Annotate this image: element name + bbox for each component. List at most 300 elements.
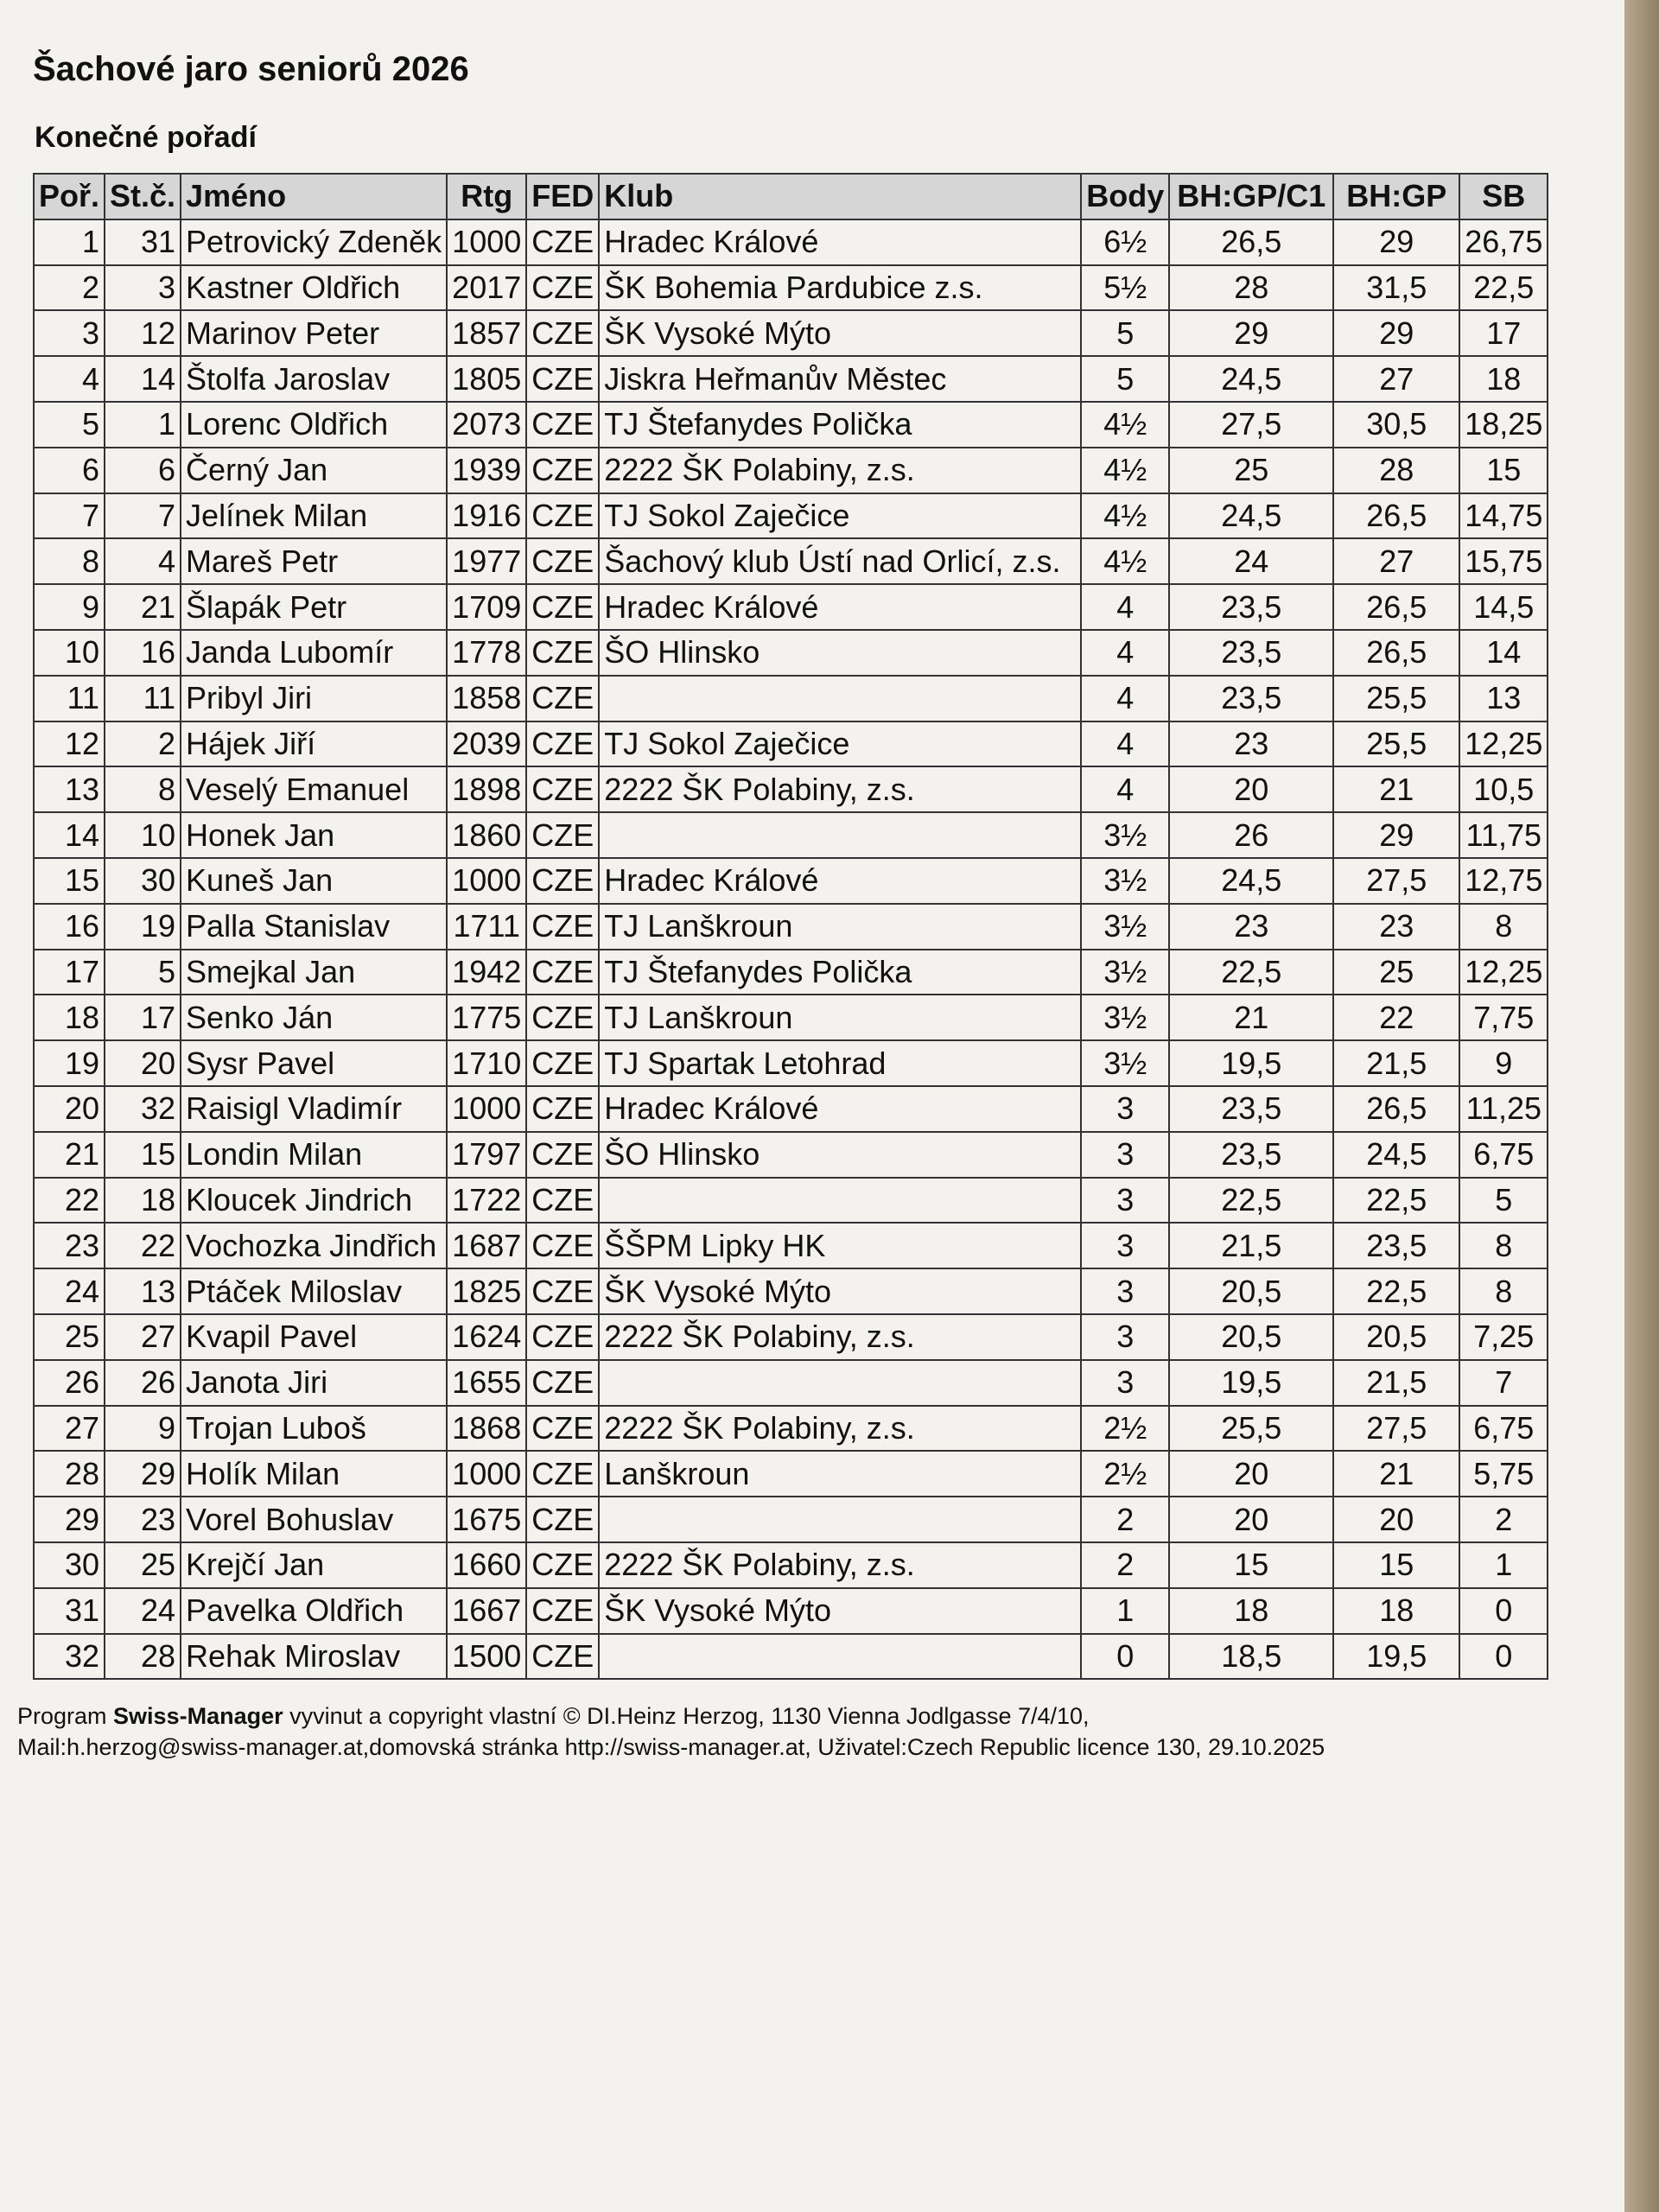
cell-bh-gp-c1: 20,5 bbox=[1169, 1268, 1333, 1314]
cell-fed: CZE bbox=[526, 584, 599, 630]
cell-sb: 9 bbox=[1459, 1040, 1548, 1086]
cell-start-no: 23 bbox=[105, 1497, 181, 1542]
table-row bbox=[34, 1132, 1548, 1178]
cell-bh-gp-c1: 20 bbox=[1169, 766, 1333, 812]
cell-sb: 1 bbox=[1459, 1542, 1548, 1588]
cell-bh-gp: 29 bbox=[1333, 219, 1459, 265]
table-surface bbox=[1624, 0, 1659, 2212]
cell-rank: 6 bbox=[34, 448, 105, 493]
cell-rating: 1000 bbox=[447, 219, 526, 265]
table-row bbox=[34, 1223, 1548, 1268]
cell-points: 3 bbox=[1081, 1132, 1169, 1178]
cell-club: TJ Sokol Zaječice bbox=[599, 493, 1081, 539]
cell-bh-gp: 25,5 bbox=[1333, 676, 1459, 721]
cell-start-no: 24 bbox=[105, 1588, 181, 1634]
cell-bh-gp: 27,5 bbox=[1333, 1406, 1459, 1452]
cell-sb: 7,75 bbox=[1459, 995, 1548, 1040]
cell-name: Kuneš Jan bbox=[181, 858, 447, 904]
cell-sb: 6,75 bbox=[1459, 1132, 1548, 1178]
table-row bbox=[34, 995, 1548, 1040]
cell-fed: CZE bbox=[526, 1086, 599, 1132]
cell-name: Smejkal Jan bbox=[181, 950, 447, 995]
cell-sb: 11,25 bbox=[1459, 1086, 1548, 1132]
table-row bbox=[34, 858, 1548, 904]
cell-fed: CZE bbox=[526, 1268, 599, 1314]
page-subtitle: Konečné pořadí bbox=[35, 121, 257, 154]
cell-sb: 12,25 bbox=[1459, 950, 1548, 995]
cell-sb: 14 bbox=[1459, 630, 1548, 676]
cell-sb: 14,75 bbox=[1459, 493, 1548, 539]
col-header-sb: SB bbox=[1459, 174, 1548, 219]
cell-rank: 31 bbox=[34, 1588, 105, 1634]
cell-bh-gp-c1: 23 bbox=[1169, 904, 1333, 950]
cell-points: 3 bbox=[1081, 1223, 1169, 1268]
cell-bh-gp: 27 bbox=[1333, 356, 1459, 402]
cell-rating: 1916 bbox=[447, 493, 526, 539]
cell-rank: 3 bbox=[34, 310, 105, 356]
cell-fed: CZE bbox=[526, 219, 599, 265]
cell-rank: 13 bbox=[34, 766, 105, 812]
cell-name: Mareš Petr bbox=[181, 538, 447, 584]
cell-rank: 28 bbox=[34, 1451, 105, 1497]
cell-fed: CZE bbox=[526, 1132, 599, 1178]
table-row bbox=[34, 950, 1548, 995]
cell-rating: 1857 bbox=[447, 310, 526, 356]
cell-sb: 15 bbox=[1459, 448, 1548, 493]
cell-bh-gp: 25 bbox=[1333, 950, 1459, 995]
cell-name: Sysr Pavel bbox=[181, 1040, 447, 1086]
cell-start-no: 28 bbox=[105, 1634, 181, 1680]
cell-rating: 1898 bbox=[447, 766, 526, 812]
cell-points: 3½ bbox=[1081, 858, 1169, 904]
cell-club: 2222 ŠK Polabiny, z.s. bbox=[599, 1542, 1081, 1588]
cell-club bbox=[599, 812, 1081, 858]
cell-fed: CZE bbox=[526, 904, 599, 950]
cell-fed: CZE bbox=[526, 858, 599, 904]
cell-bh-gp-c1: 23,5 bbox=[1169, 584, 1333, 630]
cell-rating: 1805 bbox=[447, 356, 526, 402]
cell-sb: 5 bbox=[1459, 1178, 1548, 1224]
cell-bh-gp-c1: 25 bbox=[1169, 448, 1333, 493]
cell-bh-gp: 18 bbox=[1333, 1588, 1459, 1634]
cell-points: 0 bbox=[1081, 1634, 1169, 1680]
cell-bh-gp: 23 bbox=[1333, 904, 1459, 950]
cell-fed: CZE bbox=[526, 1451, 599, 1497]
cell-points: 3½ bbox=[1081, 812, 1169, 858]
cell-points: 3 bbox=[1081, 1268, 1169, 1314]
cell-rating: 1868 bbox=[447, 1406, 526, 1452]
cell-rating: 2039 bbox=[447, 721, 526, 767]
cell-fed: CZE bbox=[526, 448, 599, 493]
cell-rank: 16 bbox=[34, 904, 105, 950]
cell-bh-gp-c1: 23,5 bbox=[1169, 1086, 1333, 1132]
cell-bh-gp: 26,5 bbox=[1333, 584, 1459, 630]
cell-rating: 1687 bbox=[447, 1223, 526, 1268]
cell-points: 5 bbox=[1081, 356, 1169, 402]
cell-sb: 5,75 bbox=[1459, 1451, 1548, 1497]
cell-fed: CZE bbox=[526, 1178, 599, 1224]
cell-bh-gp: 22,5 bbox=[1333, 1268, 1459, 1314]
cell-name: Vorel Bohuslav bbox=[181, 1497, 447, 1542]
cell-points: 2½ bbox=[1081, 1406, 1169, 1452]
cell-start-no: 25 bbox=[105, 1542, 181, 1588]
cell-bh-gp-c1: 25,5 bbox=[1169, 1406, 1333, 1452]
cell-rating: 1624 bbox=[447, 1314, 526, 1360]
cell-bh-gp-c1: 20 bbox=[1169, 1451, 1333, 1497]
cell-rank: 14 bbox=[34, 812, 105, 858]
cell-rank: 26 bbox=[34, 1360, 105, 1406]
cell-points: 3 bbox=[1081, 1086, 1169, 1132]
cell-bh-gp: 20,5 bbox=[1333, 1314, 1459, 1360]
cell-fed: CZE bbox=[526, 356, 599, 402]
cell-club: 2222 ŠK Polabiny, z.s. bbox=[599, 1406, 1081, 1452]
cell-rank: 21 bbox=[34, 1132, 105, 1178]
cell-club: Jiskra Heřmanův Městec bbox=[599, 356, 1081, 402]
cell-club: ŠO Hlinsko bbox=[599, 630, 1081, 676]
cell-bh-gp: 28 bbox=[1333, 448, 1459, 493]
cell-points: 3½ bbox=[1081, 950, 1169, 995]
table-row bbox=[34, 310, 1548, 356]
cell-points: 1 bbox=[1081, 1588, 1169, 1634]
cell-start-no: 26 bbox=[105, 1360, 181, 1406]
cell-name: Krejčí Jan bbox=[181, 1542, 447, 1588]
cell-bh-gp: 30,5 bbox=[1333, 402, 1459, 448]
cell-bh-gp-c1: 21,5 bbox=[1169, 1223, 1333, 1268]
cell-points: 5½ bbox=[1081, 265, 1169, 311]
cell-fed: CZE bbox=[526, 995, 599, 1040]
cell-sb: 12,75 bbox=[1459, 858, 1548, 904]
cell-start-no: 3 bbox=[105, 265, 181, 311]
cell-bh-gp-c1: 20,5 bbox=[1169, 1314, 1333, 1360]
cell-bh-gp-c1: 23,5 bbox=[1169, 630, 1333, 676]
table-row bbox=[34, 721, 1548, 767]
cell-name: Jelínek Milan bbox=[181, 493, 447, 539]
cell-rank: 15 bbox=[34, 858, 105, 904]
cell-club: TJ Štefanydes Polička bbox=[599, 402, 1081, 448]
cell-bh-gp-c1: 18,5 bbox=[1169, 1634, 1333, 1680]
cell-start-no: 29 bbox=[105, 1451, 181, 1497]
cell-start-no: 4 bbox=[105, 538, 181, 584]
table-row bbox=[34, 630, 1548, 676]
cell-start-no: 13 bbox=[105, 1268, 181, 1314]
cell-start-no: 5 bbox=[105, 950, 181, 995]
cell-points: 4 bbox=[1081, 766, 1169, 812]
standings-table bbox=[33, 173, 1548, 1680]
cell-name: Raisigl Vladimír bbox=[181, 1086, 447, 1132]
cell-rating: 1667 bbox=[447, 1588, 526, 1634]
cell-name: Palla Stanislav bbox=[181, 904, 447, 950]
cell-rating: 1775 bbox=[447, 995, 526, 1040]
cell-rating: 2073 bbox=[447, 402, 526, 448]
cell-bh-gp: 21 bbox=[1333, 1451, 1459, 1497]
cell-name: Vochozka Jindřich bbox=[181, 1223, 447, 1268]
cell-bh-gp: 26,5 bbox=[1333, 493, 1459, 539]
cell-bh-gp-c1: 29 bbox=[1169, 310, 1333, 356]
cell-club: TJ Sokol Zaječice bbox=[599, 721, 1081, 767]
cell-rating: 1710 bbox=[447, 1040, 526, 1086]
cell-start-no: 22 bbox=[105, 1223, 181, 1268]
cell-bh-gp-c1: 22,5 bbox=[1169, 950, 1333, 995]
cell-fed: CZE bbox=[526, 1634, 599, 1680]
cell-bh-gp-c1: 22,5 bbox=[1169, 1178, 1333, 1224]
cell-bh-gp-c1: 26 bbox=[1169, 812, 1333, 858]
cell-rating: 1711 bbox=[447, 904, 526, 950]
cell-rating: 1939 bbox=[447, 448, 526, 493]
col-header-bh-gp-c1: BH:GP/C1 bbox=[1169, 174, 1333, 219]
table-row bbox=[34, 1497, 1548, 1542]
cell-fed: CZE bbox=[526, 676, 599, 721]
cell-club: TJ Lanškroun bbox=[599, 995, 1081, 1040]
cell-club: ŠK Vysoké Mýto bbox=[599, 310, 1081, 356]
cell-points: 2 bbox=[1081, 1497, 1169, 1542]
cell-bh-gp: 25,5 bbox=[1333, 721, 1459, 767]
cell-bh-gp-c1: 27,5 bbox=[1169, 402, 1333, 448]
cell-rating: 1000 bbox=[447, 1451, 526, 1497]
cell-start-no: 14 bbox=[105, 356, 181, 402]
cell-points: 4 bbox=[1081, 630, 1169, 676]
cell-sb: 12,25 bbox=[1459, 721, 1548, 767]
footer-credits bbox=[17, 1700, 1624, 1764]
cell-rank: 24 bbox=[34, 1268, 105, 1314]
cell-fed: CZE bbox=[526, 1497, 599, 1542]
cell-points: 5 bbox=[1081, 310, 1169, 356]
cell-start-no: 2 bbox=[105, 721, 181, 767]
cell-rating: 1000 bbox=[447, 1086, 526, 1132]
cell-name: Kastner Oldřich bbox=[181, 265, 447, 311]
cell-points: 3 bbox=[1081, 1178, 1169, 1224]
footer-line-1 bbox=[17, 1700, 1624, 1732]
table-row bbox=[34, 219, 1548, 265]
cell-points: 3 bbox=[1081, 1314, 1169, 1360]
cell-bh-gp-c1: 24,5 bbox=[1169, 356, 1333, 402]
cell-points: 4½ bbox=[1081, 493, 1169, 539]
cell-club bbox=[599, 1497, 1081, 1542]
cell-points: 2½ bbox=[1081, 1451, 1169, 1497]
table-row bbox=[34, 265, 1548, 311]
table-row bbox=[34, 766, 1548, 812]
cell-sb: 7,25 bbox=[1459, 1314, 1548, 1360]
cell-bh-gp: 24,5 bbox=[1333, 1132, 1459, 1178]
cell-start-no: 17 bbox=[105, 995, 181, 1040]
cell-name: Hájek Jiří bbox=[181, 721, 447, 767]
cell-rating: 1858 bbox=[447, 676, 526, 721]
cell-rank: 17 bbox=[34, 950, 105, 995]
cell-sb: 6,75 bbox=[1459, 1406, 1548, 1452]
cell-name: Pribyl Jiri bbox=[181, 676, 447, 721]
cell-fed: CZE bbox=[526, 721, 599, 767]
cell-fed: CZE bbox=[526, 1588, 599, 1634]
cell-name: Šlapák Petr bbox=[181, 584, 447, 630]
cell-start-no: 1 bbox=[105, 402, 181, 448]
cell-sb: 0 bbox=[1459, 1634, 1548, 1680]
cell-club: ŠK Vysoké Mýto bbox=[599, 1588, 1081, 1634]
cell-bh-gp-c1: 24 bbox=[1169, 538, 1333, 584]
cell-rating: 1942 bbox=[447, 950, 526, 995]
cell-sb: 18 bbox=[1459, 356, 1548, 402]
cell-fed: CZE bbox=[526, 630, 599, 676]
cell-rating: 1500 bbox=[447, 1634, 526, 1680]
cell-start-no: 18 bbox=[105, 1178, 181, 1224]
col-header-points: Body bbox=[1081, 174, 1169, 219]
cell-club: ŠŠPM Lipky HK bbox=[599, 1223, 1081, 1268]
cell-bh-gp-c1: 26,5 bbox=[1169, 219, 1333, 265]
cell-bh-gp-c1: 15 bbox=[1169, 1542, 1333, 1588]
table-row bbox=[34, 1451, 1548, 1497]
cell-rating: 1860 bbox=[447, 812, 526, 858]
table-row bbox=[34, 1086, 1548, 1132]
cell-rating: 1825 bbox=[447, 1268, 526, 1314]
cell-rating: 1655 bbox=[447, 1360, 526, 1406]
table-row bbox=[34, 448, 1548, 493]
table-row bbox=[34, 1314, 1548, 1360]
cell-fed: CZE bbox=[526, 766, 599, 812]
cell-sb: 8 bbox=[1459, 1223, 1548, 1268]
cell-start-no: 19 bbox=[105, 904, 181, 950]
table-row bbox=[34, 812, 1548, 858]
cell-club: TJ Spartak Letohrad bbox=[599, 1040, 1081, 1086]
cell-bh-gp-c1: 24,5 bbox=[1169, 858, 1333, 904]
cell-bh-gp: 15 bbox=[1333, 1542, 1459, 1588]
cell-rank: 25 bbox=[34, 1314, 105, 1360]
cell-sb: 8 bbox=[1459, 1268, 1548, 1314]
cell-fed: CZE bbox=[526, 1223, 599, 1268]
cell-name: Veselý Emanuel bbox=[181, 766, 447, 812]
cell-bh-gp-c1: 21 bbox=[1169, 995, 1333, 1040]
table-row bbox=[34, 402, 1548, 448]
cell-rank: 32 bbox=[34, 1634, 105, 1680]
col-header-bh-gp: BH:GP bbox=[1333, 174, 1459, 219]
cell-club: Hradec Králové bbox=[599, 584, 1081, 630]
cell-name: Černý Jan bbox=[181, 448, 447, 493]
cell-club: ŠK Vysoké Mýto bbox=[599, 1268, 1081, 1314]
cell-name: Marinov Peter bbox=[181, 310, 447, 356]
cell-sb: 0 bbox=[1459, 1588, 1548, 1634]
col-header-rating: Rtg bbox=[447, 174, 526, 219]
cell-points: 2 bbox=[1081, 1542, 1169, 1588]
cell-rank: 22 bbox=[34, 1178, 105, 1224]
cell-bh-gp-c1: 20 bbox=[1169, 1497, 1333, 1542]
cell-start-no: 31 bbox=[105, 219, 181, 265]
table-row bbox=[34, 1588, 1548, 1634]
cell-start-no: 32 bbox=[105, 1086, 181, 1132]
cell-fed: CZE bbox=[526, 1542, 599, 1588]
cell-name: Holík Milan bbox=[181, 1451, 447, 1497]
cell-club: TJ Lanškroun bbox=[599, 904, 1081, 950]
cell-club: TJ Štefanydes Polička bbox=[599, 950, 1081, 995]
cell-bh-gp-c1: 19,5 bbox=[1169, 1360, 1333, 1406]
cell-start-no: 12 bbox=[105, 310, 181, 356]
cell-club: Hradec Králové bbox=[599, 1086, 1081, 1132]
cell-points: 4 bbox=[1081, 584, 1169, 630]
cell-sb: 11,75 bbox=[1459, 812, 1548, 858]
cell-name: Petrovický Zdeněk bbox=[181, 219, 447, 265]
cell-name: Pavelka Oldřich bbox=[181, 1588, 447, 1634]
cell-name: Honek Jan bbox=[181, 812, 447, 858]
col-header-fed: FED bbox=[526, 174, 599, 219]
cell-start-no: 27 bbox=[105, 1314, 181, 1360]
cell-sb: 14,5 bbox=[1459, 584, 1548, 630]
cell-rank: 2 bbox=[34, 265, 105, 311]
cell-rank: 18 bbox=[34, 995, 105, 1040]
footer-copyright: vyvinut a copyright vlastní © DI.Heinz Herzog, 1130 Vienna Jodlgasse 7/4/10, bbox=[289, 1703, 1090, 1729]
cell-points: 4½ bbox=[1081, 402, 1169, 448]
cell-bh-gp: 29 bbox=[1333, 310, 1459, 356]
cell-sb: 7 bbox=[1459, 1360, 1548, 1406]
cell-start-no: 15 bbox=[105, 1132, 181, 1178]
cell-rank: 19 bbox=[34, 1040, 105, 1086]
cell-club: Hradec Králové bbox=[599, 219, 1081, 265]
cell-bh-gp: 22,5 bbox=[1333, 1178, 1459, 1224]
cell-club bbox=[599, 676, 1081, 721]
table-row bbox=[34, 1406, 1548, 1452]
cell-rank: 9 bbox=[34, 584, 105, 630]
table-row bbox=[34, 1634, 1548, 1680]
cell-start-no: 16 bbox=[105, 630, 181, 676]
cell-rank: 12 bbox=[34, 721, 105, 767]
cell-fed: CZE bbox=[526, 493, 599, 539]
cell-club: Šachový klub Ústí nad Orlicí, z.s. bbox=[599, 538, 1081, 584]
table-header-row bbox=[34, 174, 1548, 219]
col-header-rank: Poř. bbox=[34, 174, 105, 219]
cell-rating: 1660 bbox=[447, 1542, 526, 1588]
cell-rank: 7 bbox=[34, 493, 105, 539]
cell-bh-gp: 26,5 bbox=[1333, 1086, 1459, 1132]
table-row bbox=[34, 493, 1548, 539]
cell-rating: 1000 bbox=[447, 858, 526, 904]
cell-sb: 18,25 bbox=[1459, 402, 1548, 448]
table-row bbox=[34, 538, 1548, 584]
cell-points: 3 bbox=[1081, 1360, 1169, 1406]
cell-fed: CZE bbox=[526, 265, 599, 311]
footer-line-2: Mail:h.herzog@swiss-manager.at,domovská stránka http://swiss-manager.at, Uživatel:Czech Republic licence 130, 29.10.2025 bbox=[17, 1734, 1325, 1761]
cell-rating: 2017 bbox=[447, 265, 526, 311]
table-row bbox=[34, 904, 1548, 950]
cell-club: 2222 ŠK Polabiny, z.s. bbox=[599, 1314, 1081, 1360]
cell-start-no: 10 bbox=[105, 812, 181, 858]
cell-sb: 17 bbox=[1459, 310, 1548, 356]
cell-name: Senko Ján bbox=[181, 995, 447, 1040]
cell-points: 3½ bbox=[1081, 995, 1169, 1040]
col-header-name: Jméno bbox=[181, 174, 447, 219]
cell-bh-gp-c1: 23,5 bbox=[1169, 676, 1333, 721]
cell-rank: 5 bbox=[34, 402, 105, 448]
col-header-start-no: St.č. bbox=[105, 174, 181, 219]
table-row bbox=[34, 1040, 1548, 1086]
table-row bbox=[34, 1178, 1548, 1224]
cell-bh-gp: 20 bbox=[1333, 1497, 1459, 1542]
cell-bh-gp-c1: 28 bbox=[1169, 265, 1333, 311]
cell-start-no: 8 bbox=[105, 766, 181, 812]
cell-start-no: 20 bbox=[105, 1040, 181, 1086]
cell-bh-gp: 29 bbox=[1333, 812, 1459, 858]
cell-points: 4½ bbox=[1081, 448, 1169, 493]
cell-name: Trojan Luboš bbox=[181, 1406, 447, 1452]
cell-rating: 1797 bbox=[447, 1132, 526, 1178]
cell-bh-gp: 31,5 bbox=[1333, 265, 1459, 311]
cell-points: 4 bbox=[1081, 676, 1169, 721]
cell-bh-gp: 22 bbox=[1333, 995, 1459, 1040]
cell-name: Janota Jiri bbox=[181, 1360, 447, 1406]
cell-fed: CZE bbox=[526, 1314, 599, 1360]
cell-bh-gp: 27,5 bbox=[1333, 858, 1459, 904]
cell-rank: 20 bbox=[34, 1086, 105, 1132]
cell-club: 2222 ŠK Polabiny, z.s. bbox=[599, 766, 1081, 812]
cell-fed: CZE bbox=[526, 812, 599, 858]
page-title: Šachové jaro seniorů 2026 bbox=[33, 50, 469, 88]
cell-points: 3½ bbox=[1081, 1040, 1169, 1086]
cell-club: ŠO Hlinsko bbox=[599, 1132, 1081, 1178]
cell-bh-gp: 21,5 bbox=[1333, 1360, 1459, 1406]
